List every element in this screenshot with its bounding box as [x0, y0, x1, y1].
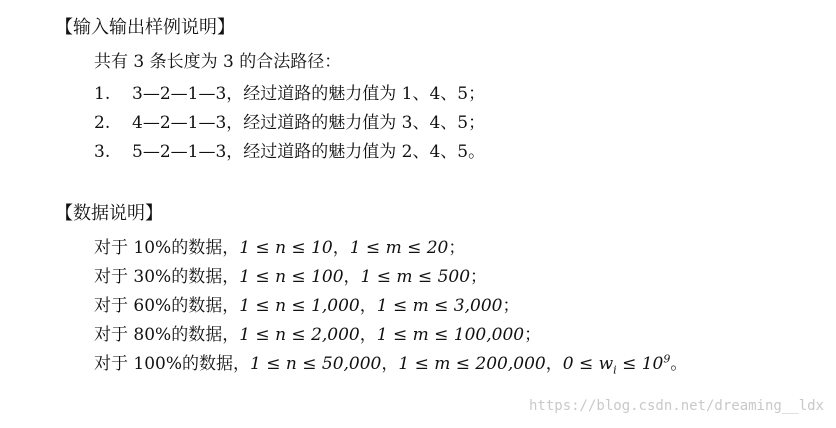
- n-bound: 1 ≤ n ≤ 2,000: [239, 325, 360, 345]
- sample-item-number: 3.: [94, 142, 111, 162]
- n-bound: 1 ≤ n ≤ 100: [239, 267, 344, 287]
- n-bound: 1 ≤ n ≤ 1,000: [239, 296, 360, 316]
- n-bound: 1 ≤ n ≤ 10: [239, 238, 333, 258]
- data-section-title: 【数据说明】: [55, 203, 163, 224]
- sample-section-title: 【输入输出样例说明】: [55, 17, 235, 38]
- sample-item-text: 4—2—1—3，经过道路的魅力值为 3、4、5；: [132, 113, 486, 133]
- m-bound: 1 ≤ m ≤ 100,000: [376, 325, 525, 345]
- constraint-row: 对于 100%的数据，1 ≤ n ≤ 50,000，1 ≤ m ≤ 200,000，$0 \le w_i \le 10^9$。: [94, 352, 688, 377]
- sample-item-number: 2.: [94, 113, 111, 133]
- sample-item: [94, 140, 485, 164]
- sample-item: [94, 82, 485, 106]
- sample-item-text: 3—2—1—3，经过道路的魅力值为 1、4、5；: [132, 84, 486, 104]
- sample-intro: 共有 3 条长度为 3 的合法路径：: [94, 52, 342, 72]
- n-bound: 1 ≤ n ≤ 50,000: [250, 354, 382, 374]
- constraint-row: 对于 30%的数据，1 ≤ n ≤ 100，1 ≤ m ≤ 500；: [94, 267, 488, 287]
- constraint-end: ；: [470, 267, 488, 287]
- sample-item-number: 1.: [94, 84, 111, 104]
- constraint-end: ；: [524, 325, 542, 345]
- constraint-end: ；: [448, 238, 466, 258]
- constraint-prefix: 对于 80%的数据，: [94, 325, 240, 345]
- w-bound-right: ≤ 10: [616, 354, 664, 374]
- constraint-row: 对于 80%的数据，1 ≤ n ≤ 2,000，1 ≤ m ≤ 100,000；: [94, 325, 542, 345]
- m-bound: 1 ≤ m ≤ 20: [349, 238, 449, 258]
- constraint-end: 。: [670, 354, 688, 374]
- constraint-prefix: 对于 10%的数据，: [94, 238, 240, 258]
- constraint-prefix: 对于 30%的数据，: [94, 267, 240, 287]
- m-bound: 1 ≤ m ≤ 3,000: [376, 296, 503, 316]
- watermark-url: https://blog.csdn.net/dreaming__ldx: [528, 398, 824, 414]
- constraint-end: ；: [502, 296, 520, 316]
- w-bound-left: 0 ≤ w: [562, 354, 614, 374]
- sample-item-text: 5—2—1—3，经过道路的魅力值为 2、4、5。: [132, 142, 486, 162]
- w-subscript: i: [613, 363, 617, 377]
- w-exponent: 9: [663, 352, 671, 366]
- constraint-row: 对于 60%的数据，1 ≤ n ≤ 1,000，1 ≤ m ≤ 3,000；: [94, 296, 520, 316]
- m-bound: 1 ≤ m ≤ 500: [360, 267, 471, 287]
- sample-item: [94, 111, 485, 135]
- constraint-prefix: 对于 100%的数据，: [94, 354, 251, 374]
- constraint-row: 对于 10%的数据，1 ≤ n ≤ 10，1 ≤ m ≤ 20；: [94, 238, 466, 258]
- m-bound: 1 ≤ m ≤ 200,000: [398, 354, 546, 374]
- w-bound: [562, 352, 671, 377]
- constraint-prefix: 对于 60%的数据，: [94, 296, 240, 316]
